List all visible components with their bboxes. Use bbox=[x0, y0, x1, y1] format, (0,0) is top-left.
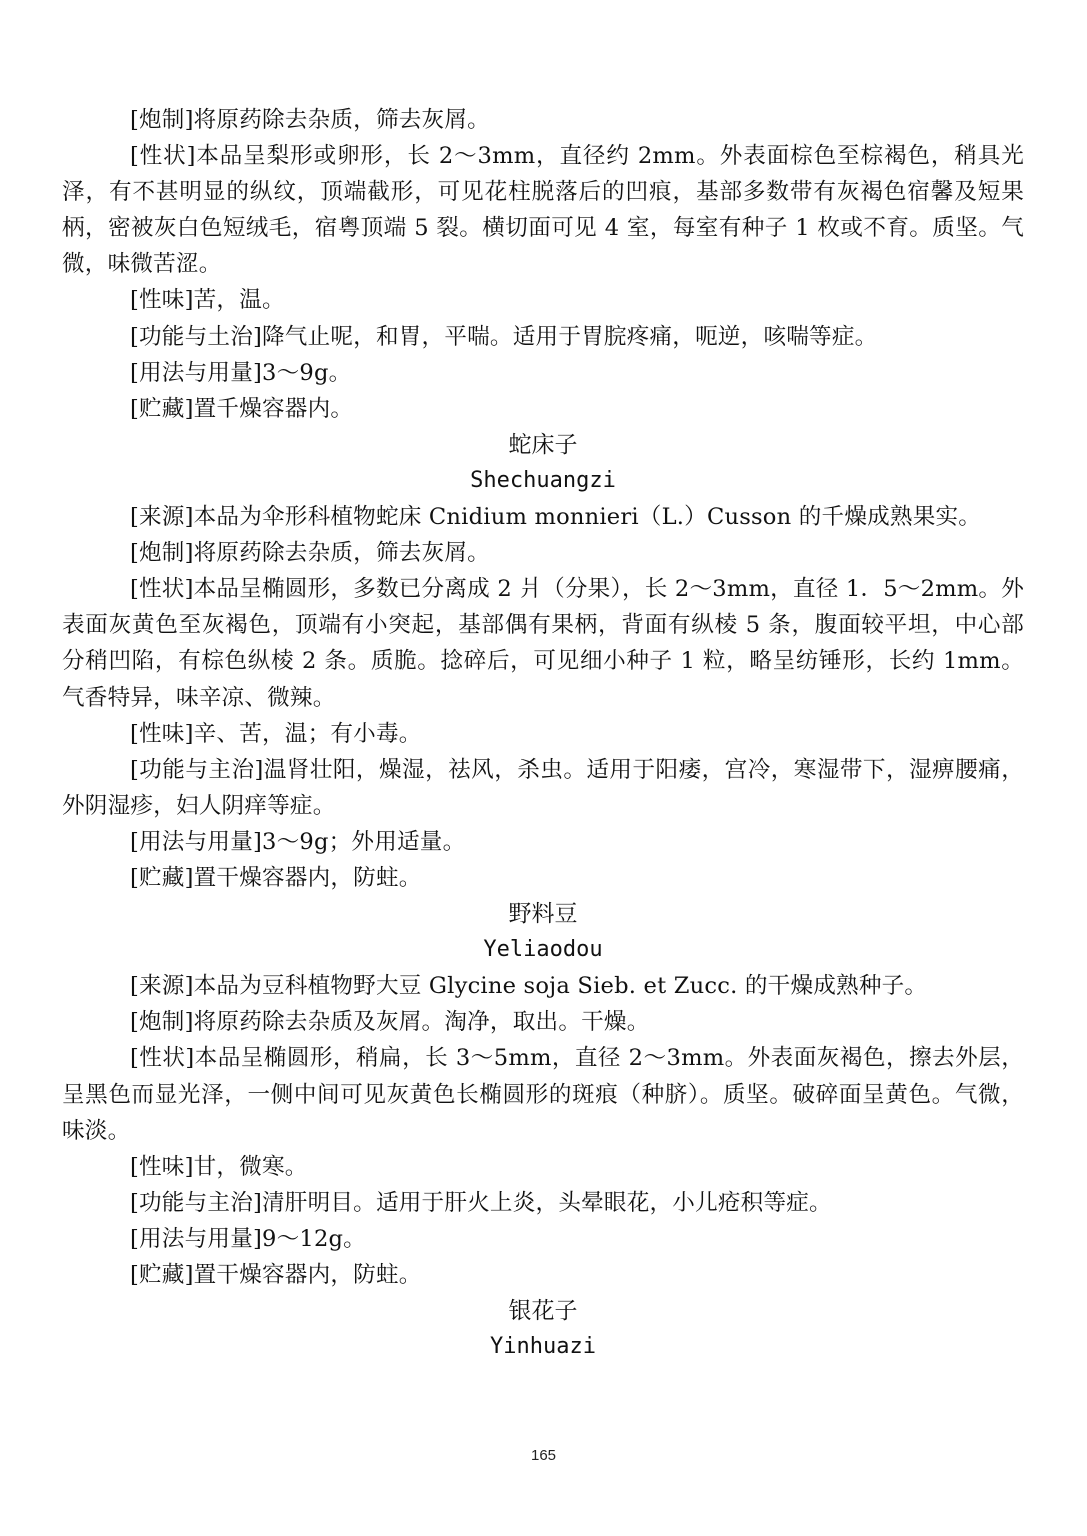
paragraph-storage: [贮藏]置干燥容器内，防蛀。 bbox=[130, 864, 422, 891]
paragraph-source: [来源]本品为伞形科植物蛇床 Cnidium monnieri（L.）Cusson 的千燥成熟果实。 bbox=[130, 504, 982, 531]
paragraph-property-taste: [性味]辛、苦，温；有小毒。 bbox=[130, 720, 422, 747]
paragraph-storage: [贮藏]置干燥容器内，防蛀。 bbox=[130, 1262, 422, 1288]
entry-title-pinyin: Shechuangzi bbox=[470, 467, 616, 493]
paragraph-source: [来源]本品为豆科植物野大豆 Glycine soja Sieb. et Zucc. 的干燥成熟种子。 bbox=[130, 973, 928, 1000]
paragraph-dosage: [用法与用量]3～9g；外用适量。 bbox=[130, 828, 466, 855]
paragraph-description: [性状]本品呈椭圆形，多数已分离成 2 爿（分果），长 2～3mm，直径 1．5～2mm。外表面灰黄色至灰褐色，顶端有小突起，基部偶有果柄，背面有纵棱 5 条，腹面较平坦，中心部分稍凹陷，有棕色纵棱 2 条。质脆。捻碎后，可见细小种子 1 粒，略呈纺锤形，长约 1mm。气香特异，味辛凉、微辣。 bbox=[62, 576, 1025, 711]
paragraph-processing: [炮制]将原药除去杂质，筛去灰屑。 bbox=[130, 540, 490, 567]
paragraph-property-taste: [性味]苦，温。 bbox=[130, 287, 285, 314]
entry-title-chinese: 蛇床子 bbox=[508, 431, 578, 458]
entry-title-pinyin: Yeliaodou bbox=[483, 937, 603, 963]
paragraph-storage: [贮藏]置千燥容器内。 bbox=[130, 395, 354, 422]
paragraph-processing: [炮制]将原药除去杂质，筛去灰屑。 bbox=[130, 107, 490, 133]
paragraph-description: [性状]本品呈梨形或卵形，长 2～3mm，直径约 2mm。外表面棕色至棕褐色，稍具光泽，有不甚明显的纵纹，顶端截形，可见花柱脱落后的凹痕，基部多数带有灰褐色宿馨及短果柄，密被灰白色短绒毛，宿粤顶端 5 裂。横切面可见 4 室，每室有种子 1 枚或不育。质坚。气微，味微苦涩。 bbox=[62, 143, 1024, 278]
paragraph-dosage: [用法与用量]3～9g。 bbox=[130, 359, 352, 386]
entry-title-pinyin: Yinhuazi bbox=[490, 1334, 596, 1360]
paragraph-description: [性状]本品呈椭圆形，稍扁，长 3～5mm，直径 2～3mm。外表面灰褐色，擦去外层，呈黑色而显光泽，一侧中间可见灰黄色长椭圆形的斑痕（种脐）。质坚。破碎面呈黄色。气微，味淡。 bbox=[62, 1045, 1024, 1144]
paragraph-function: [功能与主治]温肾壮阳，燥湿，祛风，杀虫。适用于阳痿，宫冷，寒湿带下，湿痹腰痛，外阴湿疹，妇人阴痒等症。 bbox=[62, 756, 1024, 819]
paragraph-processing: [炮制]将原药除去杂质及灰屑。淘净，取出。干燥。 bbox=[130, 1009, 650, 1036]
paragraph-function: [功能与主治]清肝明目。适用于肝火上炎，头晕眼花，小儿疮积等症。 bbox=[130, 1189, 832, 1216]
entry-title-chinese: 野料豆 bbox=[508, 901, 578, 928]
page-number: 165 bbox=[530, 1447, 557, 1464]
entry-title-chinese: 银花子 bbox=[508, 1298, 578, 1325]
paragraph-property-taste: [性味]甘，微寒。 bbox=[130, 1153, 308, 1180]
paragraph-dosage: [用法与用量]9～12g。 bbox=[130, 1225, 366, 1252]
document-body bbox=[62, 102, 1024, 1365]
paragraph-function: [功能与土治]降气止呢，和胃，平喘。适用于胃脘疼痛，呃逆，咳喘等症。 bbox=[130, 323, 878, 350]
